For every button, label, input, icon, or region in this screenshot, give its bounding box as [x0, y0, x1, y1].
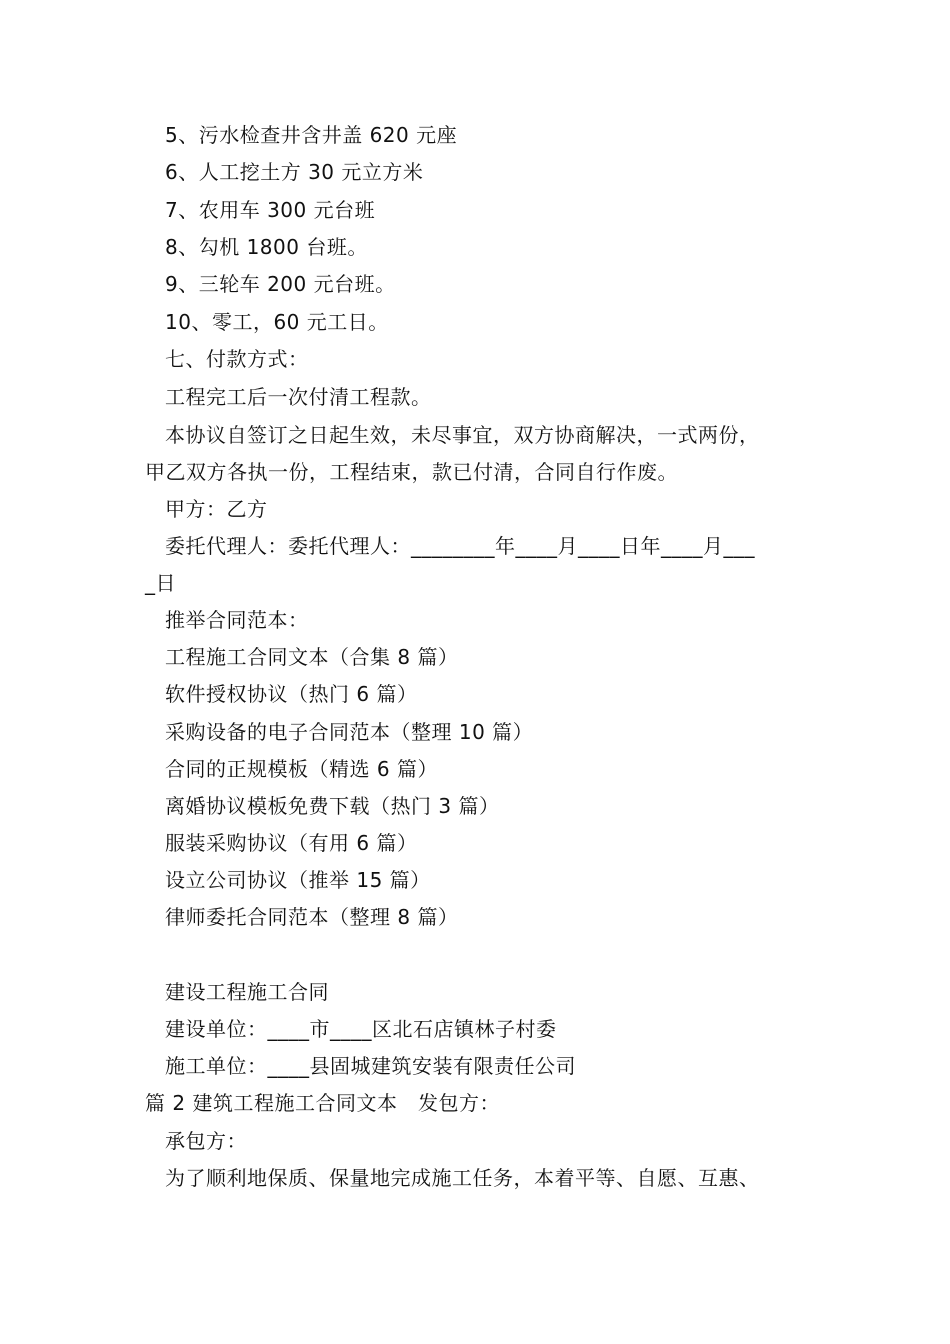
contract-title: 建设工程施工合同 — [165, 980, 329, 1004]
contractor-party-line: 承包方： — [165, 1129, 247, 1153]
fee-item-7: 7、农用车 300 元台班 — [165, 198, 376, 222]
fee-item-8: 8、勾机 1800 台班。 — [165, 235, 368, 259]
preamble-text: 为了顺利地保质、保量地完成施工任务，本着平等、自愿、互惠、 — [165, 1166, 760, 1190]
recommended-link[interactable]: 离婚协议模板免费下载（热门 3 篇） — [165, 794, 500, 818]
recommended-link[interactable]: 采购设备的电子合同范本（整理 10 篇） — [165, 720, 534, 744]
recommended-heading: 推举合同范本： — [165, 608, 309, 632]
agreement-clause-line-1: 本协议自签订之日起生效，未尽事宜，双方协商解决，一式两份， — [165, 423, 760, 447]
recommended-link[interactable]: 律师委托合同范本（整理 8 篇） — [165, 905, 459, 929]
agent-signature-line: 委托代理人：委托代理人：________年____月____日年____月___ — [165, 534, 755, 558]
fee-item-6: 6、人工挖土方 30 元立方米 — [165, 160, 424, 184]
construction-owner-line: 建设单位：____市____区北石店镇林子村委 — [165, 1017, 557, 1041]
fee-item-10: 10、零工，60 元工日。 — [165, 310, 389, 334]
payment-method-heading: 七、付款方式： — [165, 347, 309, 371]
recommended-link[interactable]: 设立公司协议（推举 15 篇） — [165, 868, 431, 892]
fee-item-9: 9、三轮车 200 元台班。 — [165, 272, 396, 296]
agent-signature-line-end: _日 — [145, 571, 176, 595]
parties-line: 甲方：乙方 — [165, 497, 268, 521]
recommended-link[interactable]: 工程施工合同文本（合集 8 篇） — [165, 645, 459, 669]
contractor-unit-line: 施工单位：____县固城建筑安装有限责任公司 — [165, 1054, 576, 1078]
recommended-link[interactable]: 合同的正规模板（精选 6 篇） — [165, 757, 438, 781]
section-2-heading: 篇 2 建筑工程施工合同文本 发包方： — [145, 1091, 500, 1115]
recommended-link[interactable]: 服装采购协议（有用 6 篇） — [165, 831, 418, 855]
fee-item-5: 5、污水检查井含井盖 620 元座 — [165, 123, 458, 147]
recommended-link[interactable]: 软件授权协议（热门 6 篇） — [165, 682, 418, 706]
agreement-clause-line-2: 甲乙双方各执一份，工程结束，款已付清，合同自行作废。 — [145, 460, 678, 484]
payment-method-text: 工程完工后一次付清工程款。 — [165, 385, 432, 409]
